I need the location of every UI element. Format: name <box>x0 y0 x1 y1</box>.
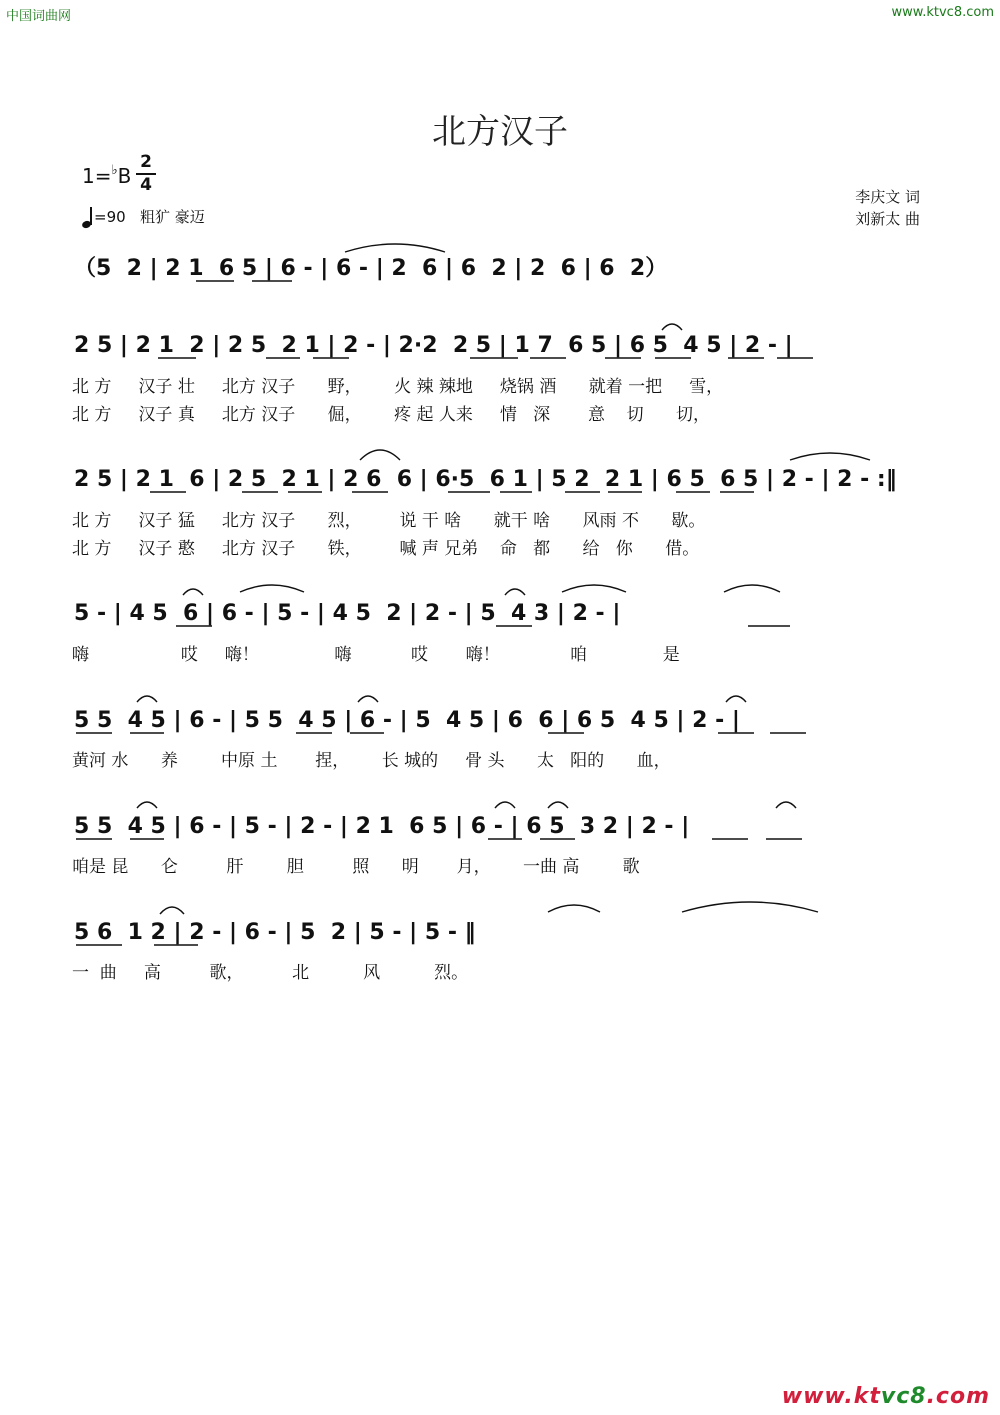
lyrics-row-5: 嗨 哎 嗨！ 嗨 哎 嗨！ 咱 是 <box>72 645 680 665</box>
score-row-6: 5 5 4 5 | 6 - | 5 - | 2 - | 2 1 6 5 | 6 - | 6 5 3 2 | 2 - | <box>74 814 690 839</box>
site-name-left[interactable]: 中国词曲网 <box>6 9 72 24</box>
score-row-4: 5 - | 4 5 6 | 6 - | 5 - | 4 5 2 | 2 - | 5 4 3 | 2 - | <box>74 601 621 626</box>
lyrics-row-7: 咱是 昆 仑 肝 胆 照 明 月， 一曲 高 歌 <box>72 857 640 877</box>
lyrics-row-6: 黄河 水 养 中原 土 捏， 长 城的 骨 头 太 阳的 血， <box>72 751 671 771</box>
lyrics-row-4: 北 方 汉子 憨 北方 汉子 铁， 喊 声 兄弟 命 都 给 你 借。 <box>72 539 700 559</box>
score-row-1: （5 2 | 2 1 6 5 | 6 - | 6 - | 2 6 | 6 2 | 2 6 | 6 2） <box>74 256 668 281</box>
score-row-7: 5 6 1 2 | 2 - | 6 - | 5 2 | 5 - | 5 - ‖ <box>74 920 476 945</box>
site-url-right[interactable]: www.ktvc8.com <box>891 5 994 20</box>
tempo-expression: 粗犷 豪迈 <box>139 208 205 226</box>
composer-credit: 刘新太 曲 <box>855 210 920 228</box>
footer-logo[interactable] <box>782 1384 990 1409</box>
tempo-value: =90 <box>94 208 126 226</box>
footer-logo-part1: www.kt <box>781 1384 881 1409</box>
time-signature-bottom: 4 <box>140 175 152 195</box>
lyrics-row-2: 北 方 汉子 真 北方 汉子 倔， 疼 起 人来 情 深 意 切 切， <box>72 405 710 425</box>
lyricist-credit: 李庆文 词 <box>855 188 920 206</box>
song-title: 北方汉子 <box>432 112 568 152</box>
key-note: B <box>117 164 132 188</box>
key-prefix: 1= <box>82 164 112 188</box>
time-signature-top: 2 <box>136 152 156 175</box>
footer-logo-part3: .com <box>926 1384 990 1409</box>
footer-logo-part2: vc8 <box>880 1384 927 1409</box>
lyrics-row-3: 北 方 汉子 猛 北方 汉子 烈， 说 干 啥 就干 啥 风雨 不 歇。 <box>72 511 706 531</box>
score-row-5: 5 5 4 5 | 6 - | 5 5 4 5 | 6 - | 5 4 5 | 6 6 | 6 5 4 5 | 2 - | <box>74 708 740 733</box>
score-row-3: 2 5 | 2 1 6 | 2 5 2 1 | 2 6 6 | 6·5 6 1 | 5 2 2 1 | 6 5 6 5 | 2 - | 2 - :‖ <box>74 467 897 492</box>
score-row-2: 2 5 | 2 1 2 | 2 5 2 1 | 2 - | 2·2 2 5 | 1 7 6 5 | 6 5 4 5 | 2 - | <box>74 333 793 358</box>
lyrics-row-1: 北 方 汉子 壮 北方 汉子 野， 火 辣 辣地 烧锅 酒 就着 一把 雪， <box>72 377 724 397</box>
lyrics-row-8: 一 曲 高 歌， 北 风 烈。 <box>72 963 469 983</box>
flat-icon: ♭ <box>111 163 118 178</box>
